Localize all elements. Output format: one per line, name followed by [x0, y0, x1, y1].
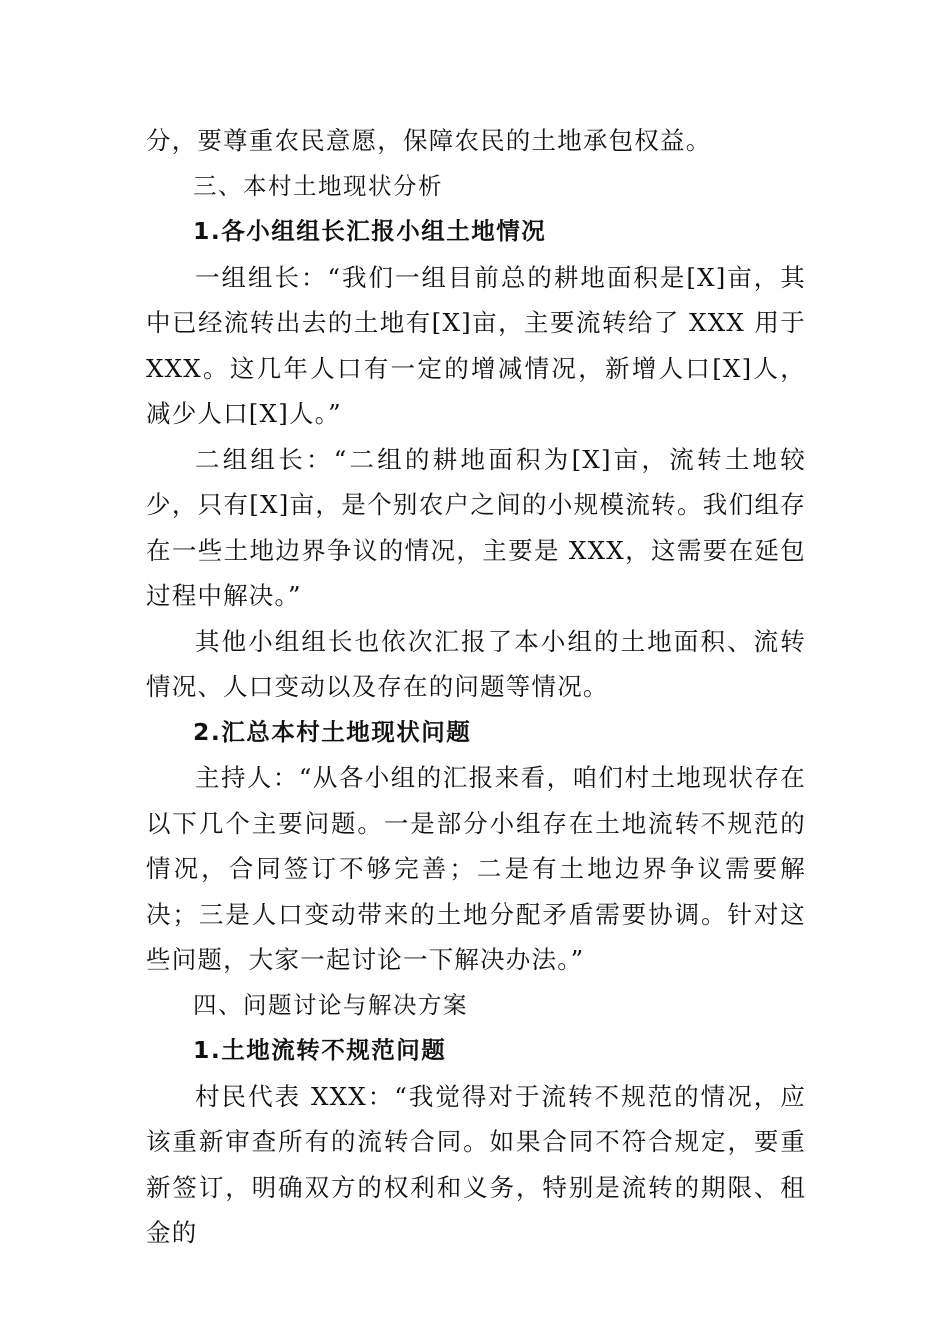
paragraph-other-groups: 其他小组组长也依次汇报了本小组的土地面积、流转情况、人口变动以及存在的问题等情况。: [146, 626, 806, 701]
section-heading-three: 三、本村土地现状分析: [193, 171, 443, 200]
paragraph-host-summary: 主持人：“从各小组的汇报来看，咱们村土地现状存在以下几个主要问题。一是部分小组存在土地流转不规范的情况，合同签订不够完善；二是有土地边界争议需要解决；三是人口变动带来的土地分配矛盾需要协调。针对这些问题，大家一起讨论一下解决办法。”: [146, 763, 806, 974]
document-page: [146, 118, 806, 1256]
subheading-summary-issues: 2.汇总本村土地现状问题: [193, 717, 472, 746]
section-heading-four: 四、问题讨论与解决方案: [193, 990, 468, 1019]
paragraph-group-two-report: 二组组长：“二组的耕地面积为[X]亩，流转土地较少，只有[X]亩，是个别农户之间的小规模流转。我们组存在一些土地边界争议的情况，主要是 XXX，这需要在延包过程中解决。”: [146, 444, 806, 610]
subheading-transfer-issue: 1.土地流转不规范问题: [193, 1036, 447, 1064]
paragraph-group-one-report: 一组组长：“我们一组目前总的耕地面积是[X]亩，其中已经流转出去的土地有[X]亩，主要流转给了 XXX 用于 XXX。这几年人口有一定的增减情况，新增人口[X]人，减少人口[X]人。”: [146, 262, 806, 428]
subheading-group-reports: 1.各小组组长汇报小组土地情况: [193, 217, 547, 245]
paragraph-continuation: 分，要尊重农民意愿，保障农民的土地承包权益。: [146, 126, 712, 155]
paragraph-villager-rep: 村民代表 XXX：“我觉得对于流转不规范的情况，应该重新审查所有的流转合同。如果合同不符合规定，要重新签订，明确双方的权利和义务，特别是流转的期限、租金的: [146, 1081, 806, 1247]
